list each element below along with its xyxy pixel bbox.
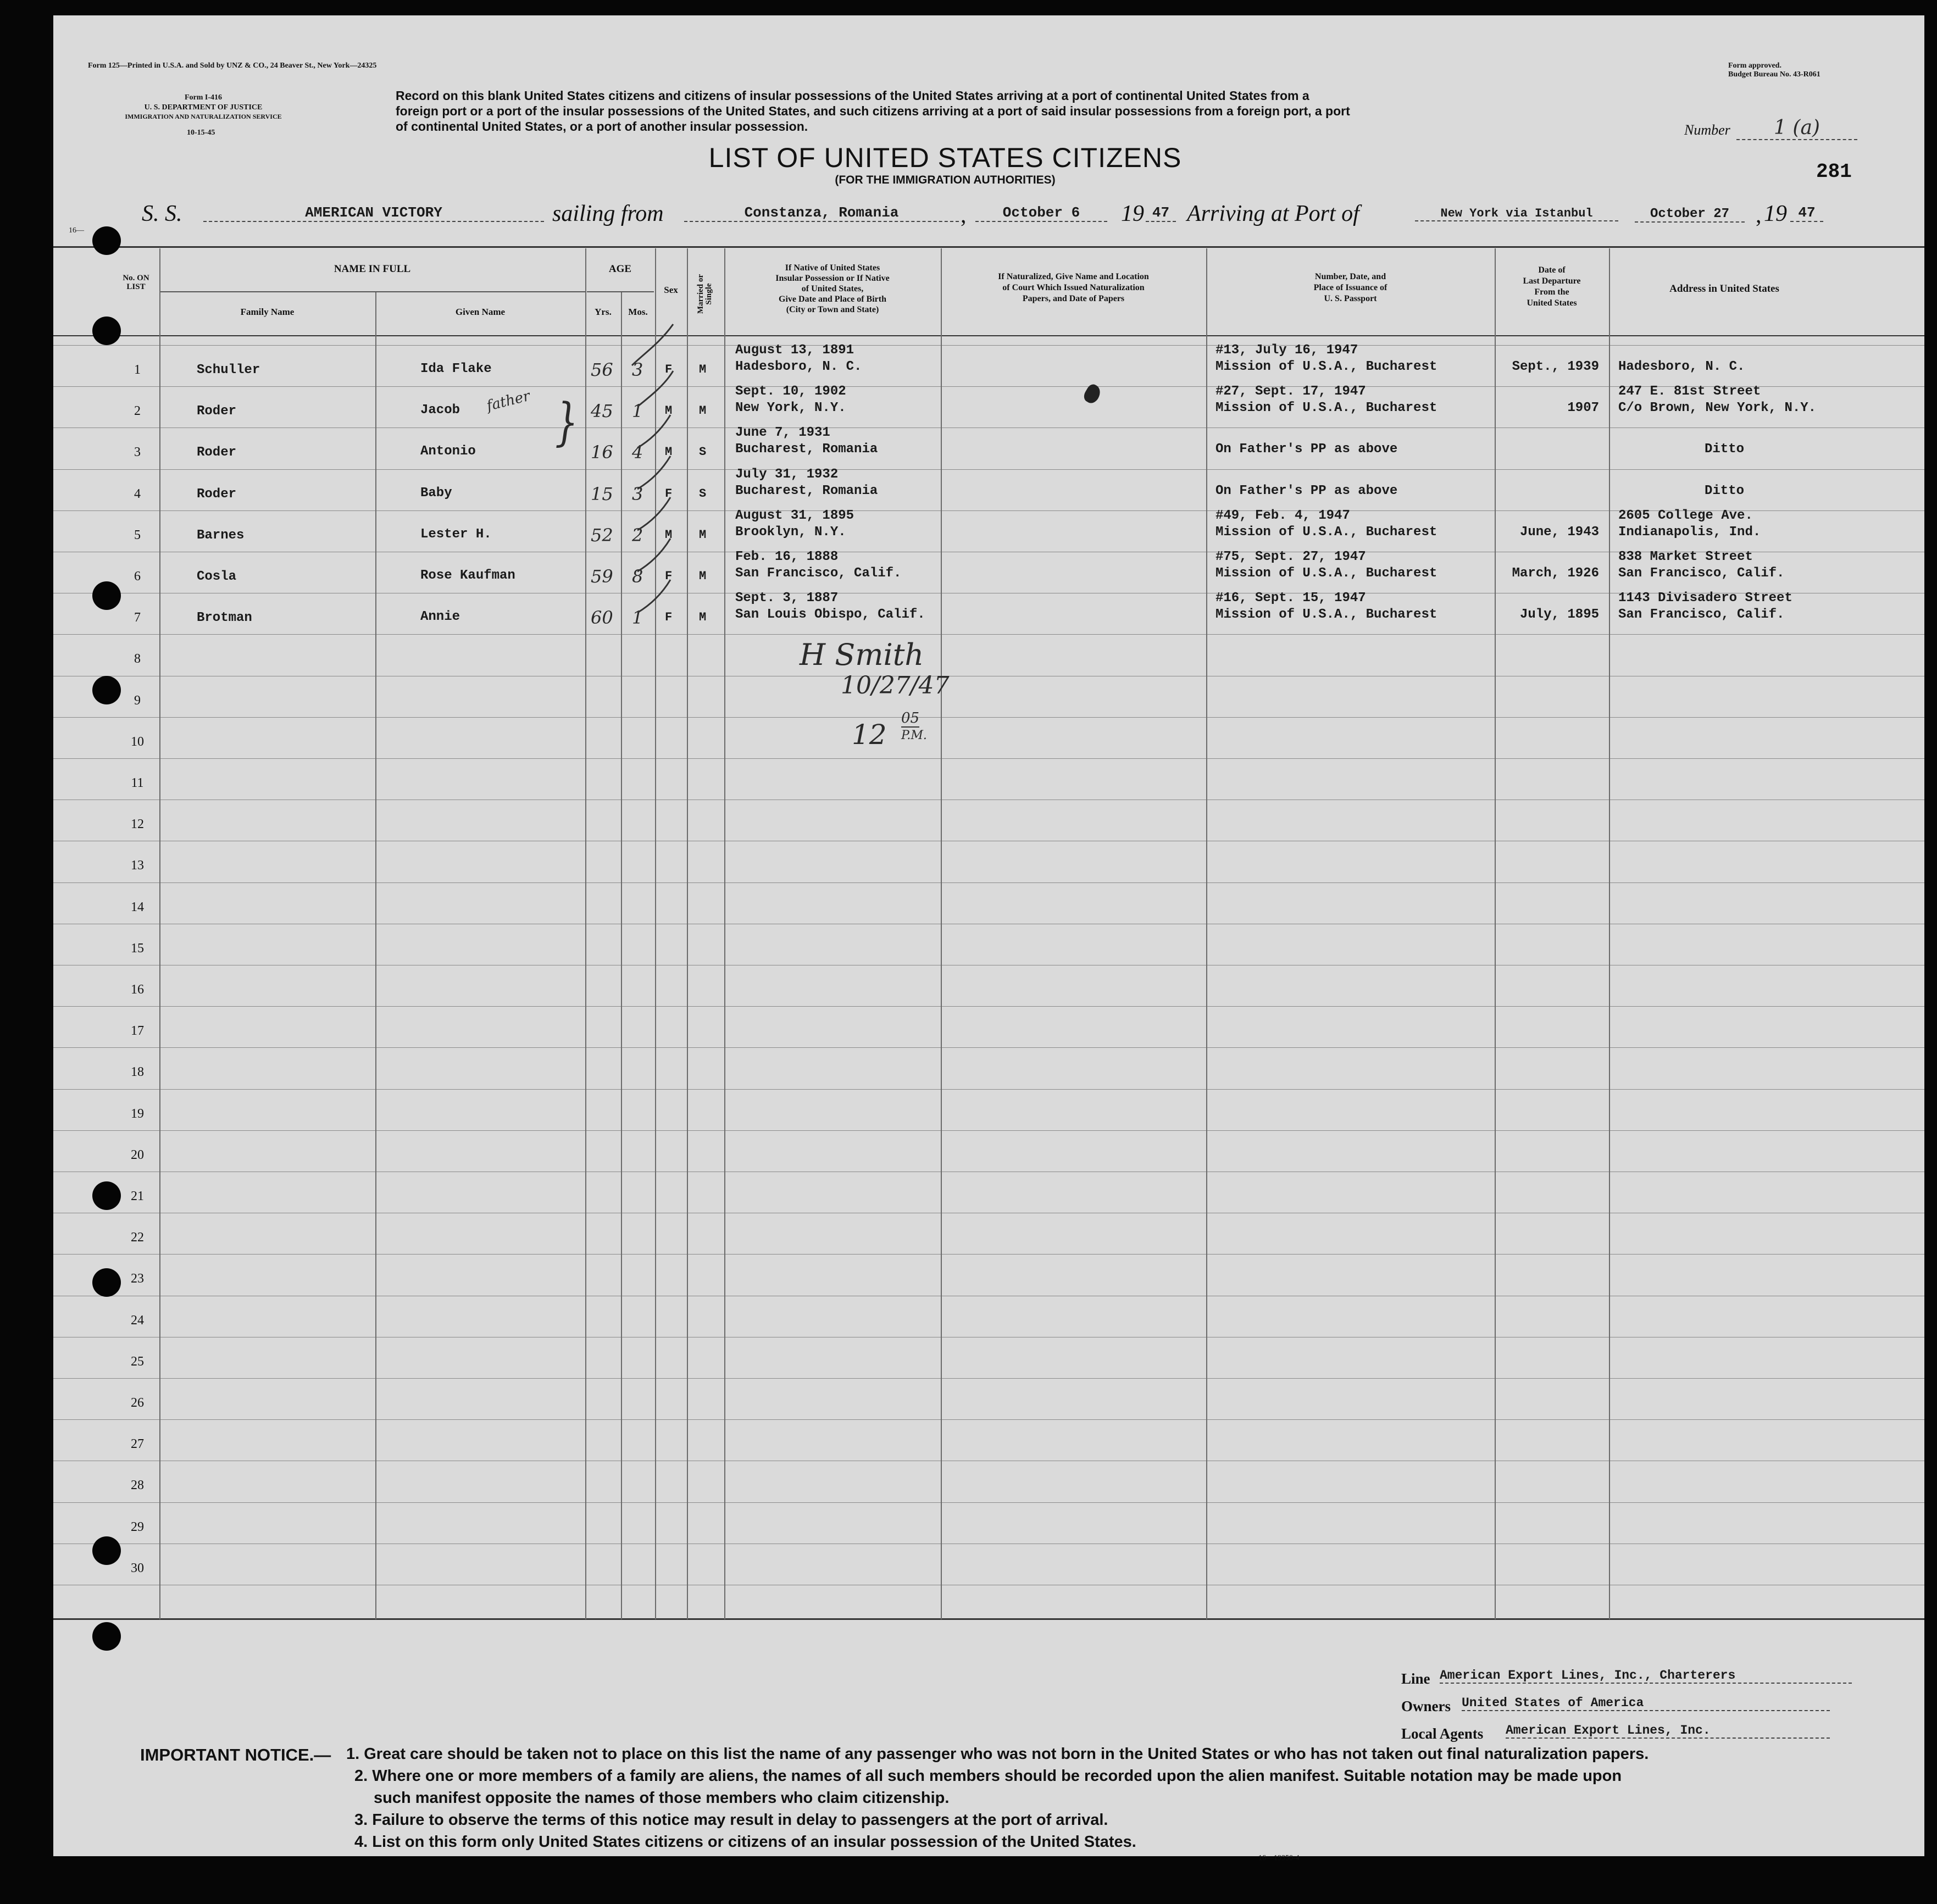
- sex: F: [665, 569, 673, 583]
- department: U. S. DEPARTMENT OF JUSTICE: [144, 103, 263, 112]
- family-name: Brotman: [197, 610, 252, 625]
- marital-status: M: [699, 610, 707, 624]
- marital-status: S: [699, 487, 707, 501]
- col-divider: [1495, 248, 1496, 1619]
- age-header-rule: [587, 291, 654, 292]
- sailing-date: October 6: [975, 204, 1107, 222]
- binder-hole: [92, 1622, 121, 1651]
- given-name: Jacob: [420, 403, 460, 418]
- birth-date: Sept. 3, 1887: [735, 591, 839, 606]
- passport-place: Mission of U.S.A., Bucharest: [1216, 566, 1438, 581]
- passport-number-date: #49, Feb. 4, 1947: [1216, 508, 1350, 523]
- address-line-1: Hadesboro, N. C.: [1618, 359, 1745, 374]
- sex: F: [665, 610, 673, 624]
- marital-status: M: [699, 404, 707, 418]
- row-number: 3: [134, 445, 141, 459]
- passport-number-date: #16, Sept. 15, 1947: [1216, 591, 1366, 606]
- sex: M: [665, 528, 673, 542]
- margin-code: 16—: [69, 226, 84, 235]
- sex-tick-marks: [621, 321, 692, 629]
- last-departure: June, 1943: [1519, 525, 1599, 540]
- passport-number-date: On Father's PP as above: [1216, 442, 1398, 457]
- marital-status: M: [699, 569, 707, 583]
- given-name: Rose Kaufman: [420, 568, 515, 583]
- passport-place: Mission of U.S.A., Bucharest: [1216, 525, 1438, 540]
- address-line-1: 838 Market Street: [1618, 549, 1753, 564]
- col-birth-info: If Native of United States Insular Possession or If Native of United States, Give Date and Place of Birth (City or Town and State): [775, 263, 890, 314]
- col-divider: [724, 248, 725, 1619]
- budget-bureau: Budget Bureau No. 43-R061: [1728, 70, 1821, 79]
- row-number: 15: [131, 941, 144, 956]
- inspection-time-minutes: 05: [901, 710, 920, 726]
- row-number: 30: [131, 1561, 144, 1575]
- col-divider: [1206, 248, 1207, 1619]
- row-number: 10: [131, 735, 144, 749]
- age-years: 59: [591, 566, 613, 587]
- row-number: 14: [131, 900, 144, 914]
- family-name: Roder: [197, 445, 237, 460]
- family-name: Schuller: [197, 363, 260, 378]
- binder-hole: [92, 1268, 121, 1297]
- table-bottom-rule: [53, 1618, 1924, 1620]
- row-number: 25: [131, 1355, 144, 1369]
- last-departure: 1907: [1567, 401, 1599, 415]
- address-line-2: San Francisco, Calif.: [1618, 566, 1785, 581]
- row-rule: [53, 1089, 1924, 1090]
- binder-hole: [92, 1536, 121, 1565]
- sex: M: [665, 404, 673, 418]
- row-rule: [53, 1130, 1924, 1131]
- inspector-signature: H Smith: [800, 637, 924, 672]
- table-top-rule: [53, 246, 1924, 248]
- row-number: 5: [134, 528, 141, 542]
- agents-label: Local Agents: [1401, 1725, 1484, 1742]
- age-months: 3: [632, 359, 643, 380]
- row-number: 12: [131, 817, 144, 831]
- inspection-time-ampm: P.M.: [901, 729, 927, 742]
- age-years: 60: [591, 607, 613, 628]
- birth-date: August 31, 1895: [735, 508, 854, 523]
- row-number: 9: [134, 693, 141, 708]
- binder-hole: [92, 676, 121, 704]
- birth-date: Feb. 16, 1888: [735, 549, 839, 564]
- instruction-line-3: of continental United States, or a port of another insular possession.: [396, 119, 808, 134]
- passport-place: Mission of U.S.A., Bucharest: [1216, 359, 1438, 374]
- form-approved: Form approved.: [1728, 62, 1781, 70]
- row-number: 13: [131, 858, 144, 873]
- row-rule: [53, 1419, 1924, 1420]
- family-name: Cosla: [197, 569, 237, 584]
- print-code: 16—19350-4: [1258, 1854, 1300, 1862]
- col-years: Yrs.: [595, 307, 612, 317]
- binder-hole: [92, 226, 121, 255]
- page-stamp: 281: [1816, 160, 1852, 183]
- arrival-year: 47: [1790, 204, 1823, 222]
- col-naturalization: If Naturalized, Give Name and Location of Court Which Issued Naturalization Papers, and Date of Papers: [998, 272, 1149, 303]
- col-months: Mos.: [628, 307, 648, 317]
- last-departure: July, 1895: [1519, 607, 1599, 622]
- col-divider: [585, 248, 586, 1619]
- col-divider: [159, 248, 160, 1619]
- line-value: American Export Lines, Inc., Charterers: [1440, 1668, 1852, 1684]
- agents-value: American Export Lines, Inc.: [1506, 1723, 1830, 1739]
- row-rule: [53, 345, 1924, 346]
- sailing-label: sailing from: [552, 201, 664, 226]
- row-rule: [53, 882, 1924, 883]
- passport-number-date: On Father's PP as above: [1216, 484, 1398, 498]
- age-months: 8: [632, 566, 643, 587]
- sailing-port: Constanza, Romania: [684, 204, 959, 222]
- row-number: 7: [134, 610, 141, 625]
- header-bottom-rule: [53, 335, 1924, 336]
- last-departure: March, 1926: [1512, 566, 1599, 581]
- arrival-year-prefix: 19: [1764, 201, 1787, 226]
- sex: F: [665, 487, 673, 501]
- row-number: 24: [131, 1313, 144, 1328]
- address-line-1: 247 E. 81st Street: [1618, 384, 1761, 399]
- col-married-single: Married or Single: [696, 274, 713, 314]
- ss-label: S. S.: [142, 201, 182, 226]
- col-family-name: Family Name: [240, 307, 295, 317]
- row-number: 27: [131, 1437, 144, 1451]
- birth-place: Bucharest, Romania: [735, 484, 878, 498]
- row-number: 26: [131, 1396, 144, 1410]
- age-months: 3: [632, 484, 643, 504]
- row-number: 16: [131, 982, 144, 997]
- row-number: 23: [131, 1272, 144, 1286]
- passport-place: Mission of U.S.A., Bucharest: [1216, 401, 1438, 415]
- birth-place: San Francisco, Calif.: [735, 566, 902, 581]
- owners-value: United States of America: [1462, 1696, 1830, 1711]
- row-number: 29: [131, 1520, 144, 1534]
- birth-place: San Louis Obispo, Calif.: [735, 607, 925, 622]
- address-line-2: C/o Brown, New York, N.Y.: [1618, 401, 1817, 415]
- col-sex: Sex: [664, 285, 678, 295]
- row-number: 18: [131, 1065, 144, 1079]
- sex: F: [665, 363, 673, 376]
- marital-status: M: [699, 363, 707, 376]
- birth-place: Brooklyn, N.Y.: [735, 525, 846, 540]
- passport-number-date: #13, July 16, 1947: [1216, 343, 1358, 358]
- row-rule: [53, 717, 1924, 718]
- row-number: 1: [134, 363, 141, 377]
- family-name: Barnes: [197, 528, 245, 543]
- sailing-year: 47: [1146, 204, 1176, 222]
- row-rule: [53, 634, 1924, 635]
- service: IMMIGRATION AND NATURALIZATION SERVICE: [125, 113, 282, 120]
- row-number: 19: [131, 1107, 144, 1121]
- age-months: 1: [632, 401, 643, 421]
- address-line-1: 1143 Divisadero Street: [1618, 591, 1792, 606]
- row-number: 20: [131, 1148, 144, 1162]
- row-number: 6: [134, 569, 141, 584]
- col-address: Address in United States: [1669, 283, 1779, 295]
- given-name: Annie: [420, 609, 460, 624]
- binder-hole: [92, 1181, 121, 1210]
- age-years: 45: [591, 401, 613, 421]
- last-departure: Sept., 1939: [1512, 359, 1599, 374]
- col-last-departure: Date of Last Departure From the United States: [1523, 265, 1581, 308]
- notice-2b: such manifest opposite the names of those members who claim citizenship.: [374, 1789, 950, 1807]
- address-line-1: Ditto: [1704, 484, 1744, 498]
- col-name-in-full: NAME IN FULL: [334, 263, 411, 275]
- col-divider: [941, 248, 942, 1619]
- family-name: Roder: [197, 487, 237, 502]
- marital-status: M: [699, 528, 707, 542]
- age-months: 2: [632, 525, 643, 546]
- age-months: 1: [632, 607, 643, 628]
- row-number: 21: [131, 1189, 144, 1203]
- row-number: 11: [131, 776, 144, 790]
- notice-4: 4. List on this form only United States citizens or citizens of an insular possession of the United States.: [354, 1833, 1136, 1851]
- notice-1: 1. Great care should be taken not to place on this list the name of any passenger who was not born in the United States or who has not taken out final naturalization papers.: [346, 1745, 1649, 1763]
- given-name: Ida Flake: [420, 362, 492, 376]
- row-rule: [53, 1006, 1924, 1007]
- page-title: LIST OF UNITED STATES CITIZENS: [708, 142, 1182, 173]
- col-passport: Number, Date, and Place of Issuance of U. S. Passport: [1313, 272, 1387, 303]
- number-value: 1 (a): [1736, 116, 1857, 140]
- row-number: 2: [134, 404, 141, 418]
- birth-date: August 13, 1891: [735, 343, 854, 358]
- binder-hole: [92, 317, 121, 345]
- arrival-port: New York via Istanbul: [1415, 207, 1618, 221]
- form-date: 10-15-45: [187, 129, 215, 137]
- page-subtitle: (FOR THE IMMIGRATION AUTHORITIES): [835, 174, 1056, 186]
- address-line-2: San Francisco, Calif.: [1618, 607, 1785, 622]
- notice-3: 3. Failure to observe the terms of this notice may result in delay to passengers at the port of arrival.: [354, 1811, 1108, 1829]
- row-rule: [53, 758, 1924, 759]
- age-years: 16: [591, 442, 613, 463]
- passport-number-date: #27, Sept. 17, 1947: [1216, 384, 1366, 399]
- birth-date: June 7, 1931: [735, 425, 830, 440]
- row-rule: [53, 1378, 1924, 1379]
- passport-number-date: #75, Sept. 27, 1947: [1216, 549, 1366, 564]
- family-name: Roder: [197, 404, 237, 419]
- inspection-date: 10/27/47: [841, 671, 950, 700]
- age-years: 15: [591, 484, 613, 504]
- row-number: 17: [131, 1024, 144, 1038]
- notice-2a: 2. Where one or more members of a family are aliens, the names of all such members should be recorded upon the alien manifest. Suitable notation may be made upon: [354, 1767, 1622, 1785]
- address-line-2: Indianapolis, Ind.: [1618, 525, 1761, 540]
- ship-name: AMERICAN VICTORY: [203, 204, 544, 222]
- printer-line: Form 125—Printed in U.S.A. and Sold by UNZ & CO., 24 Beaver St., New York—24325: [88, 62, 377, 70]
- line-label: Line: [1401, 1670, 1430, 1687]
- address-line-1: Ditto: [1704, 442, 1744, 457]
- col-no-on-list: No. ON LIST: [123, 274, 149, 291]
- row-rule: [53, 1502, 1924, 1503]
- passport-place: Mission of U.S.A., Bucharest: [1216, 607, 1438, 622]
- given-name: Lester H.: [420, 527, 492, 542]
- address-line-1: 2605 College Ave.: [1618, 508, 1753, 523]
- row-number: 28: [131, 1478, 144, 1492]
- row-rule: [53, 469, 1924, 470]
- form-number: Form I-416: [184, 93, 223, 102]
- birth-date: Sept. 10, 1902: [735, 384, 846, 399]
- sailing-year-prefix: 19: [1121, 201, 1144, 226]
- family-bracket: }: [555, 392, 578, 452]
- birth-place: New York, N.Y.: [735, 401, 846, 415]
- given-name: Baby: [420, 486, 452, 501]
- row-number: 8: [134, 652, 141, 666]
- arriving-label: Arriving at Port of: [1187, 201, 1359, 226]
- sex: M: [665, 445, 673, 459]
- father-note: father: [485, 387, 532, 415]
- col-age: AGE: [608, 263, 632, 275]
- marital-status: S: [699, 445, 707, 459]
- row-number: 22: [131, 1230, 144, 1245]
- arrival-date: October 27: [1635, 207, 1745, 223]
- owners-label: Owners: [1401, 1698, 1451, 1714]
- given-name: Antonio: [420, 444, 476, 459]
- comma-2: ,: [1756, 203, 1762, 228]
- age-years: 52: [591, 525, 613, 546]
- number-label: Number: [1684, 122, 1730, 138]
- notice-label: IMPORTANT NOTICE.—: [140, 1745, 331, 1764]
- row-rule: [53, 1047, 1924, 1048]
- instruction-line-2: foreign port or a port of the insular possessions of the United States, and such citizens arriving at a port of said insular possessions from a foreign port, a port: [396, 104, 1350, 118]
- birth-date: July 31, 1932: [735, 467, 839, 482]
- age-months: 4: [632, 442, 643, 463]
- instruction-line-1: Record on this blank United States citizens and citizens of insular possessions of the United States arriving at a port of continental United States from a: [396, 88, 1309, 103]
- inspection-time-hour: 12: [852, 719, 887, 751]
- birth-place: Hadesboro, N. C.: [735, 359, 862, 374]
- row-number: 4: [134, 487, 141, 501]
- birth-place: Bucharest, Romania: [735, 442, 878, 457]
- age-years: 56: [591, 359, 613, 380]
- binder-hole: [92, 581, 121, 610]
- col-given-name: Given Name: [455, 307, 506, 317]
- name-header-rule: [159, 291, 585, 292]
- col-divider: [375, 292, 376, 1619]
- comma-1: ,: [961, 203, 967, 228]
